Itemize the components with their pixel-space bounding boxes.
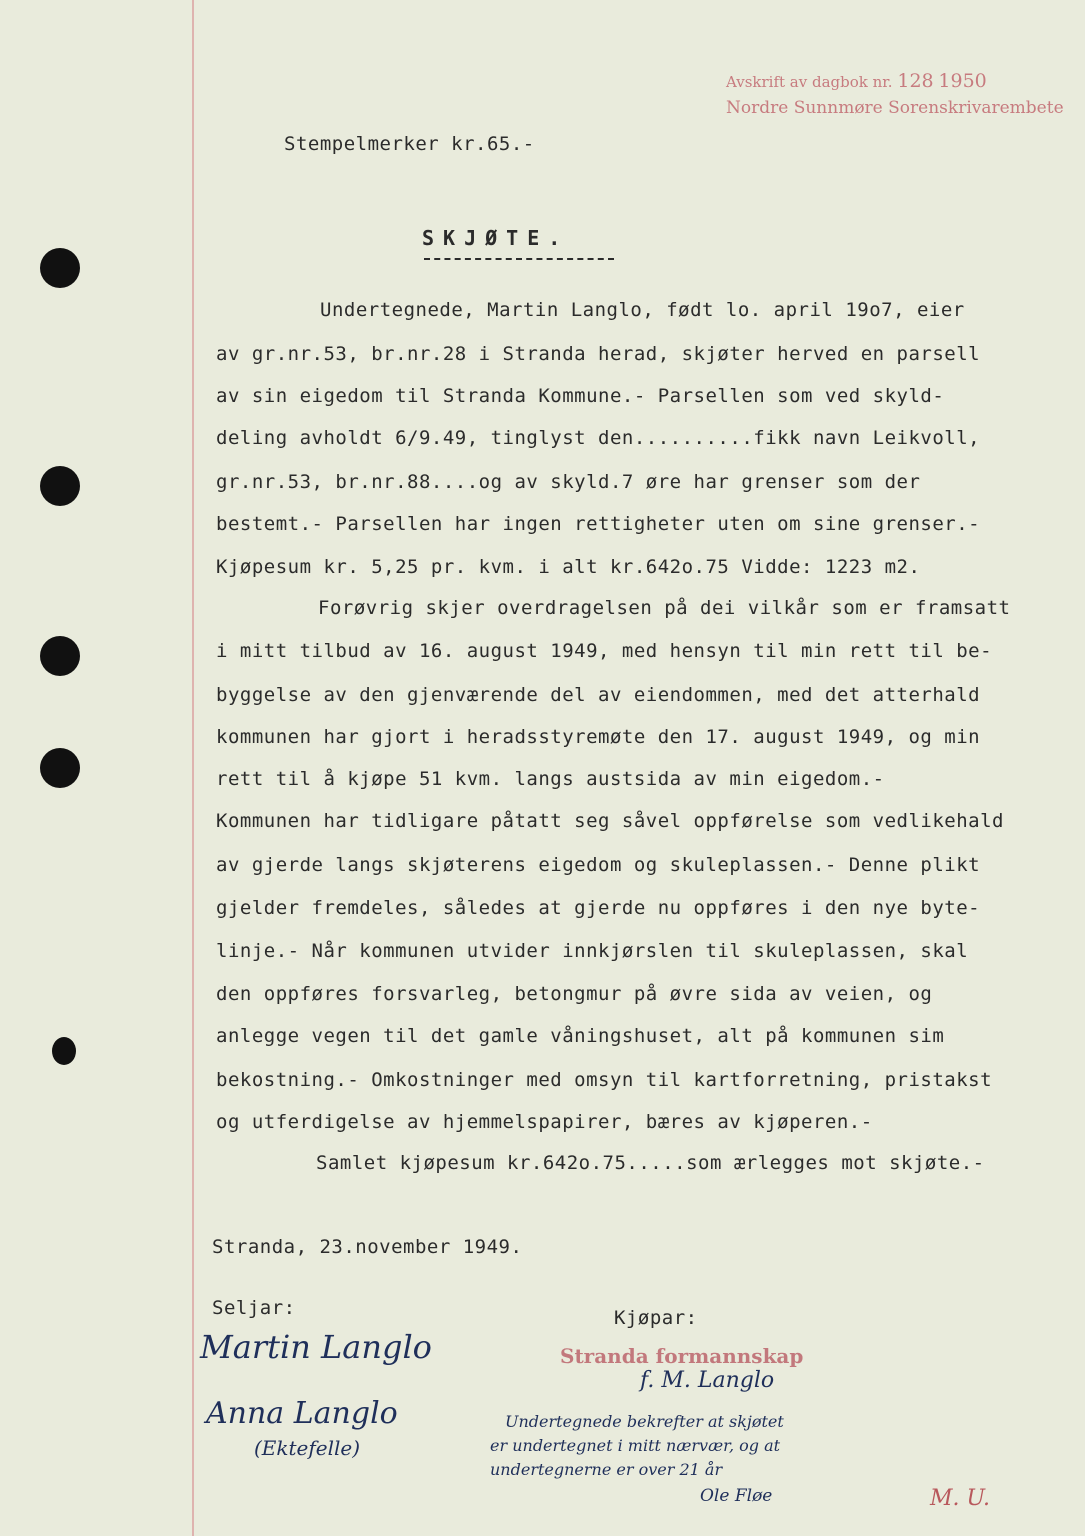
text-line: kommunen har gjort i heradsstyremøte den 17. august 1949, og min xyxy=(216,726,981,748)
text-line: deling avholdt 6/9.49, tinglyst den..........fikk navn Leikvoll, xyxy=(216,427,981,449)
text-line: Kjøpesum kr. 5,25 pr. kvm. i alt kr.642o.75 Vidde: 1223 m2. xyxy=(216,556,921,578)
text-line: av gr.nr.53, br.nr.28 i Stranda herad, skjøter herved en parsell xyxy=(216,343,981,365)
buyer-signature: f. M. Langlo xyxy=(640,1368,775,1393)
text-line: Forøvrig skjer overdragelsen på dei vilkår som er framsatt xyxy=(318,597,1011,619)
text-line: av gjerde langs skjøterens eigedom og skuleplassen.- Denne plikt xyxy=(216,854,981,876)
buyer-label: Kjøpar: xyxy=(614,1307,698,1329)
text-line: rett til å kjøpe 51 kvm. langs austsida av min eigedom.- xyxy=(216,768,885,790)
text-line: den oppføres forsvarleg, betongmur på øvre sida av veien, og xyxy=(216,983,933,1005)
text-line: bekostning.- Omkostninger med omsyn til kartforretning, pristakst xyxy=(216,1069,993,1091)
text-line: av sin eigedom til Stranda Kommune.- Parsellen som ved skyld- xyxy=(216,385,945,407)
stamp-prefix: Avskrift av dagbok nr. xyxy=(726,73,893,91)
punch-hole xyxy=(40,466,80,506)
text-line: Undertegnede, Martin Langlo, født lo. april 19o7, eier xyxy=(320,299,965,321)
seller-label: Seljar: xyxy=(212,1297,296,1319)
text-line: gr.nr.53, br.nr.88....og av skyld.7 øre har grenser som der xyxy=(216,471,921,493)
attestation-line-1: Undertegnede bekrefter at skjøtet xyxy=(505,1412,784,1431)
attestation-line-3: undertegnerne er over 21 år xyxy=(490,1460,723,1479)
stamp-tax: Stempelmerker kr.65.- xyxy=(284,133,535,155)
title-underline xyxy=(424,258,614,260)
attestation-line-2: er undertegnet i mitt nærvær, og at xyxy=(490,1436,781,1455)
punch-hole xyxy=(40,748,80,788)
punch-hole xyxy=(40,636,80,676)
initials: M. U. xyxy=(930,1486,991,1511)
seller-signature-1: Martin Langlo xyxy=(200,1328,432,1366)
stamp-office: Nordre Sunnmøre Sorenskrivarembete xyxy=(726,98,1064,118)
stamp-number: 128 xyxy=(897,70,934,92)
margin-rule xyxy=(192,0,194,1536)
text-line: anlegge vegen til det gamle våningshuset, alt på kommunen sim xyxy=(216,1025,945,1047)
buyer-stamp: Stranda formannskap xyxy=(560,1344,804,1368)
seller-2-note: (Ektefelle) xyxy=(254,1436,361,1460)
punch-hole xyxy=(52,1037,76,1065)
document-title: SKJØTE. xyxy=(422,226,570,250)
text-line: linje.- Når kommunen utvider innkjørslen til skuleplassen, skal xyxy=(216,940,969,962)
stamp-year: 1950 xyxy=(938,70,987,92)
attestation-signature: Ole Fløe xyxy=(700,1486,773,1506)
text-line: Kommunen har tidligare påtatt seg såvel oppførelse som vedlikehald xyxy=(216,810,1004,832)
registry-stamp xyxy=(726,70,987,92)
place-date: Stranda, 23.november 1949. xyxy=(212,1236,523,1258)
text-line: i mitt tilbud av 16. august 1949, med hensyn til min rett til be- xyxy=(216,640,993,662)
total-line: Samlet kjøpesum kr.642o.75.....som ærlegges mot skjøte.- xyxy=(316,1152,985,1174)
text-line: gjelder fremdeles, således at gjerde nu oppføres i den nye byte- xyxy=(216,897,981,919)
text-line: bestemt.- Parsellen har ingen rettigheter uten om sine grenser.- xyxy=(216,513,981,535)
text-line: byggelse av den gjenværende del av eiendommen, med det atterhald xyxy=(216,684,981,706)
seller-signature-2: Anna Langlo xyxy=(206,1396,398,1431)
punch-hole xyxy=(40,248,80,288)
text-line: og utferdigelse av hjemmelspapirer, bæres av kjøperen.- xyxy=(216,1111,873,1133)
